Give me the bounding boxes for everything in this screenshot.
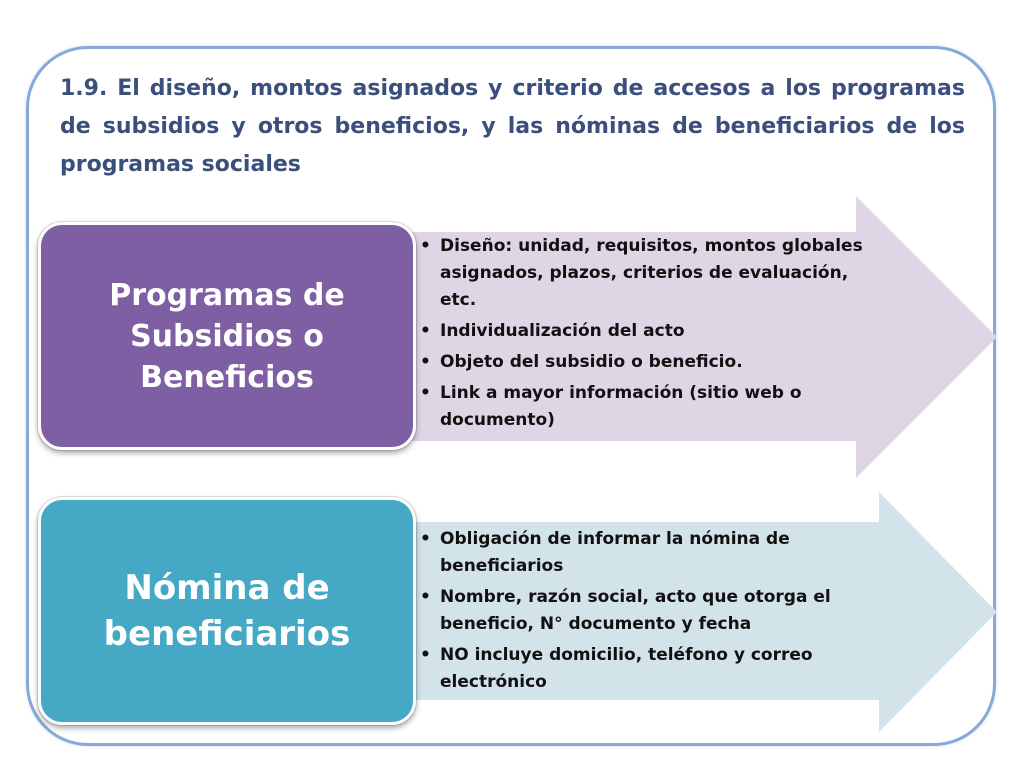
bullet-dot: • [420, 383, 431, 403]
bullet-text: Objeto del subsidio o beneficio. [440, 352, 743, 372]
box-nomina-label: Nómina de beneficiarios [103, 568, 351, 654]
bullet-text: Individualización del acto [440, 321, 685, 341]
bullet-dot: • [420, 587, 431, 607]
bullet-dot: • [420, 645, 431, 665]
bullet-text: NO incluye domicilio, teléfono y correo electrónico [440, 645, 813, 692]
box-nomina [38, 497, 416, 725]
box-programas-label: Programas de Subsidios o Beneficios [109, 277, 345, 395]
bullet-item [420, 526, 880, 580]
bullet-list-nomina [420, 526, 880, 700]
bullet-item [420, 584, 880, 638]
bullet-item [420, 380, 890, 434]
bullet-text: Diseño: unidad, requisitos, montos globales asignados, plazos, criterios de evaluación, etc. [440, 236, 863, 310]
bullet-dot: • [420, 321, 431, 341]
bullet-dot: • [420, 236, 431, 256]
bullet-text: Link a mayor información (sitio web o documento) [440, 383, 802, 430]
bullet-text: Obligación de informar la nómina de beneficiarios [440, 529, 790, 576]
bullet-text: Nombre, razón social, acto que otorga el beneficio, N° documento y fecha [440, 587, 831, 634]
bullet-item [420, 349, 890, 376]
bullet-list-programas [420, 233, 890, 438]
bullet-item [420, 233, 890, 314]
bullet-dot: • [420, 529, 431, 549]
bullet-dot: • [420, 352, 431, 372]
bullet-item [420, 642, 880, 696]
slide-title: 1.9. El diseño, montos asignados y criterio de accesos a los programas de subsidios y otros beneficios, y las nóminas de beneficiarios de los programas sociales [60, 76, 965, 177]
box-programas [38, 222, 416, 450]
bullet-item [420, 318, 890, 345]
